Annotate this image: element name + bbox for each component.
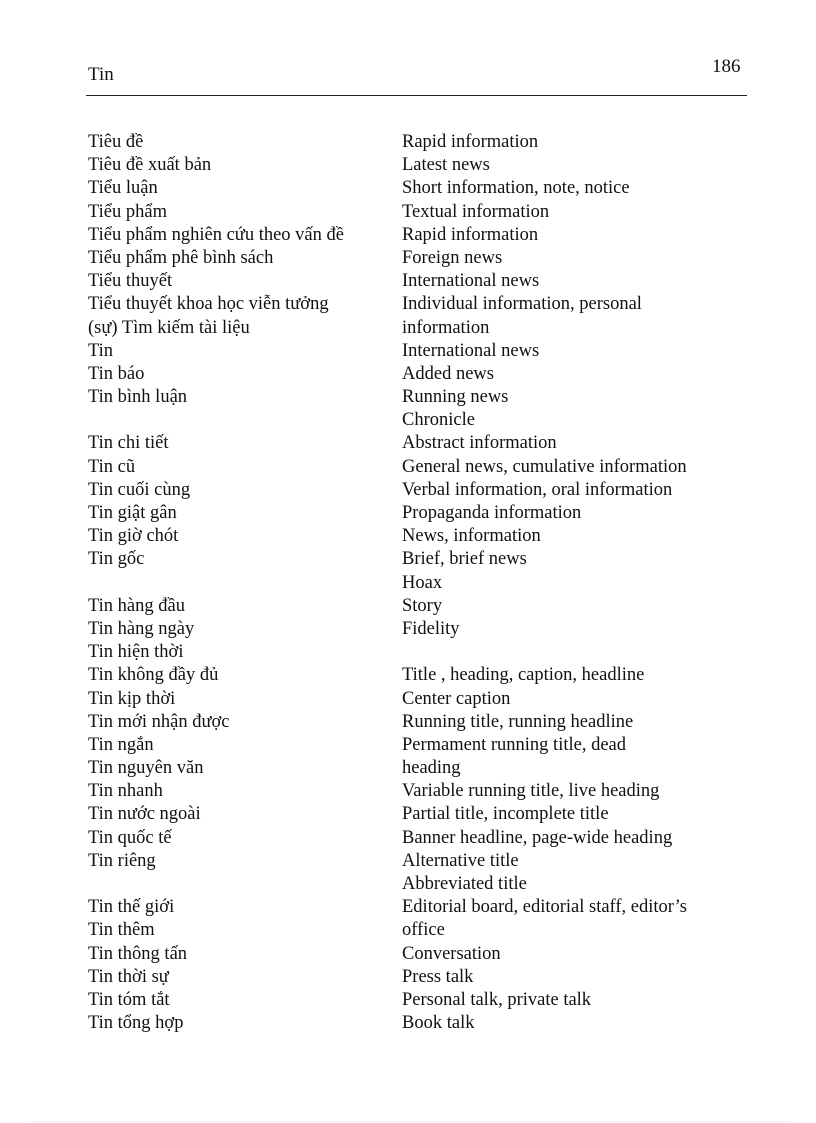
vietnamese-term: Tin thông tấn: [88, 943, 188, 964]
vietnamese-term: Tin giật gân: [88, 503, 177, 523]
vietnamese-term: Tin hàng ngày: [88, 618, 195, 639]
header-rule: [86, 95, 747, 96]
english-term: Abbreviated title: [402, 874, 527, 894]
vietnamese-term: Tin thêm: [88, 920, 155, 941]
english-term: Center caption: [402, 688, 511, 709]
english-term: Abstract information: [402, 433, 557, 454]
english-term: Alternative title: [402, 850, 519, 871]
english-term: Partial title, incomplete title: [402, 804, 609, 825]
english-term: Conversation: [402, 943, 501, 964]
english-term: Fidelity: [402, 618, 460, 639]
english-term: Added news: [402, 363, 494, 384]
english-term: Hoax: [402, 572, 443, 593]
vietnamese-term: Tin: [88, 340, 114, 361]
vietnamese-terms-column: [88, 131, 398, 1035]
vietnamese-term: (sự) Tìm kiếm tài liệu: [88, 317, 250, 338]
vietnamese-term: Tiểu luận: [88, 178, 158, 199]
vietnamese-term: Tin chi tiết: [88, 433, 169, 454]
vietnamese-term: Tin báo: [88, 363, 145, 384]
vietnamese-term: Tiểu thuyết: [88, 271, 173, 292]
english-term: heading: [402, 758, 461, 779]
vietnamese-term: Tin cuối cùng: [88, 479, 191, 500]
vietnamese-term: Tin tóm tắt: [88, 989, 170, 1010]
vietnamese-term: Tin hiện thời: [88, 642, 184, 663]
vietnamese-term: Tin hàng đầu: [88, 595, 185, 616]
english-term: Personal talk, private talk: [402, 989, 592, 1010]
english-term: International news: [402, 271, 540, 292]
vietnamese-term: [88, 572, 398, 595]
english-term: [402, 641, 802, 664]
vietnamese-term: Tin riêng: [88, 850, 156, 871]
english-term: Textual information: [402, 201, 550, 222]
vietnamese-term: Tiêu đề xuất bản: [88, 155, 212, 176]
english-term: Banner headline, page-wide heading: [402, 827, 673, 848]
english-term: International news: [402, 340, 540, 361]
vietnamese-term: Tiểu thuyết khoa học viễn tưởng: [88, 294, 329, 315]
vietnamese-term: Tiểu phẩm: [88, 201, 167, 222]
english-term: Permament running title, dead: [402, 734, 626, 755]
vietnamese-term: [88, 409, 398, 432]
vietnamese-term: [88, 873, 398, 896]
vietnamese-term: Tin bình luận: [88, 387, 188, 408]
vietnamese-term: Tin không đầy đủ: [88, 665, 219, 686]
vietnamese-term: Tin thời sự: [88, 966, 169, 987]
vietnamese-term: Tiểu phẩm phê bình sách: [88, 247, 274, 268]
english-term: information: [402, 317, 490, 338]
english-term: Variable running title, live heading: [402, 781, 660, 802]
english-term: office: [402, 920, 445, 941]
english-term: Latest news: [402, 155, 490, 176]
english-term: Verbal information, oral information: [402, 479, 673, 500]
english-term: Title , heading, caption, headline: [402, 665, 645, 686]
vietnamese-term: Tin kịp thời: [88, 688, 176, 709]
english-term: Press talk: [402, 966, 474, 987]
vietnamese-term: Tin nhanh: [88, 781, 163, 802]
vietnamese-term: Tiêu đề: [88, 132, 144, 152]
page-number: 186: [712, 56, 741, 77]
vietnamese-term: Tin gốc: [88, 549, 145, 570]
vietnamese-term: Tin ngắn: [88, 734, 154, 755]
vietnamese-term: Tin nguyên văn: [88, 758, 204, 779]
english-term: General news, cumulative information: [402, 456, 687, 477]
english-term: Running news: [402, 387, 509, 408]
running-header-word: Tin: [88, 64, 114, 85]
english-term: Rapid information: [402, 132, 539, 152]
vietnamese-term: Tiểu phẩm nghiên cứu theo vấn đề: [88, 224, 344, 245]
vietnamese-term: Tin mới nhận được: [88, 711, 230, 732]
english-term: Short information, note, notice: [402, 178, 630, 199]
vietnamese-term: Tin quốc tế: [88, 827, 172, 848]
english-term: Editorial board, editorial staff, editor’s: [402, 897, 687, 918]
vietnamese-term: Tin cũ: [88, 456, 136, 477]
english-term: Propaganda information: [402, 503, 582, 523]
english-term: Book talk: [402, 1013, 475, 1034]
english-term: Chronicle: [402, 410, 475, 431]
page-bottom-edge: [30, 1121, 790, 1122]
english-term: Brief, brief news: [402, 549, 527, 570]
vietnamese-term: Tin giờ chót: [88, 526, 179, 547]
english-term: Individual information, personal: [402, 294, 642, 315]
vietnamese-term: Tin thế giới: [88, 897, 175, 918]
english-term: Rapid information: [402, 224, 539, 245]
english-term: Running title, running headline: [402, 711, 634, 732]
english-term: News, information: [402, 526, 541, 547]
vietnamese-term: Tin tổng hợp: [88, 1013, 184, 1034]
english-term: Foreign news: [402, 247, 503, 268]
english-term: Story: [402, 595, 443, 616]
vietnamese-term: Tin nước ngoài: [88, 804, 201, 825]
english-terms-column: [402, 131, 802, 1035]
